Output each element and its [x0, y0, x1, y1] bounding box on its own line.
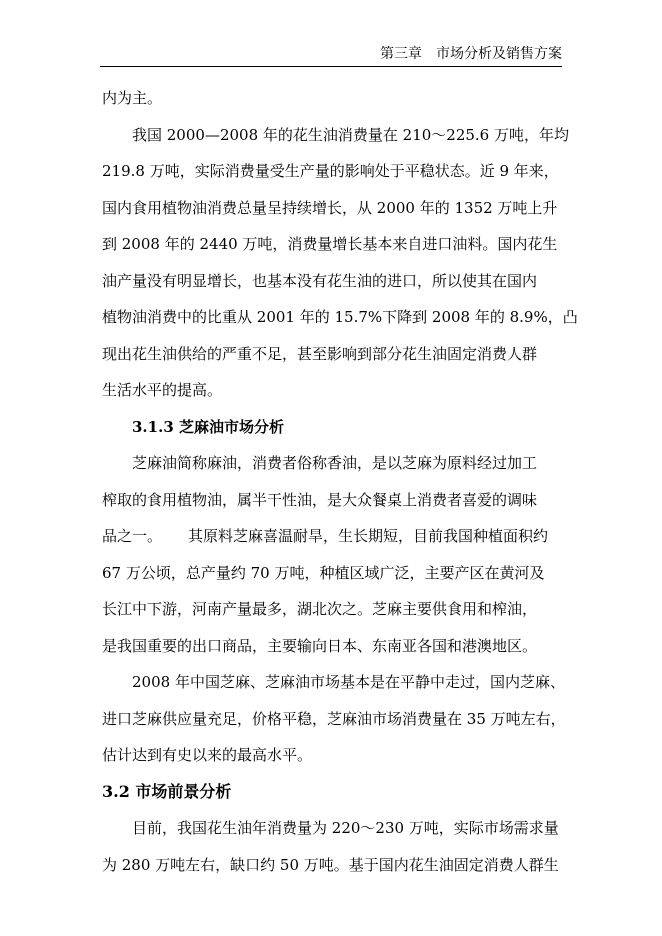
text-line: 油产量没有明显增长，也基本没有花生油的进口，所以使其在国内: [102, 271, 538, 290]
page-header: [100, 40, 562, 67]
text-line: 估计达到有史以来的最高水平。: [102, 746, 313, 764]
text-line: 219.8 万吨，实际消费量受生产量的影响处于平稳状态。近 9 年来，: [102, 162, 559, 180]
text-line: 67 万公顷，总产量约 70 万吨，种植区域广泛，主要产区在黄河及: [102, 563, 545, 582]
section-heading-3-2: 3.2 市场前景分析: [102, 781, 232, 801]
text-line: 为 280 万吨左右，缺口约 50 万吨。基于国内花生油固定消费人群生: [102, 855, 559, 874]
text-segment: 其原料芝麻喜温耐旱，生长期短，目前我国种植面积约: [188, 527, 549, 545]
document-body: [102, 80, 578, 883]
text-line: 国内食用植物油消费总量呈持续增长，从 2000 年的 1352 万吨上升: [102, 198, 558, 217]
text-line: 我国 2000—2008 年的花生油消费量在 210～225.6 万吨，年均: [132, 125, 569, 144]
running-head: 第三章 市场分析及销售方案: [380, 46, 562, 62]
text-line: 进口芝麻供应量充足，价格平稳，芝麻油市场消费量在 35 万吨左右，: [102, 709, 566, 728]
text-line: 长江中下游，河南产量最多，湖北次之。芝麻主要供食用和榨油，: [102, 600, 538, 618]
text-line: 植物油消费中的比重从 2001 年的 15.7%下降到 2008 年的 8.9%，凸: [102, 308, 578, 326]
text-line: 目前，我国花生油年消费量为 220～230 万吨，实际市场需求量: [132, 819, 559, 837]
text-line: 榨取的食用植物油，属半干性油，是大众餐桌上消费者喜爱的调味: [102, 490, 538, 509]
text-line: 生活水平的提高。: [102, 381, 223, 399]
text-segment: 品之一。: [102, 527, 163, 545]
section-heading-3-1-3: 3.1.3 芝麻油市场分析: [132, 417, 284, 436]
text-line: 到 2008 年的 2440 万吨，消费量增长基本来自进口油料。国内花生: [102, 235, 558, 253]
text-line: [102, 518, 562, 555]
text-line: 现出花生油供给的严重不足，甚至影响到部分花生油固定消费人群: [102, 344, 538, 363]
text-line: 内为主。: [102, 89, 163, 107]
text-line: 芝麻油简称麻油，消费者俗称香油，是以芝麻为原料经过加工: [132, 454, 538, 472]
text-line: 2008 年中国芝麻、芝麻油市场基本是在平静中走过，国内芝麻、: [132, 673, 565, 691]
text-line: 是我国重要的出口商品，主要输向日本、东南亚各国和港澳地区。: [102, 636, 538, 655]
